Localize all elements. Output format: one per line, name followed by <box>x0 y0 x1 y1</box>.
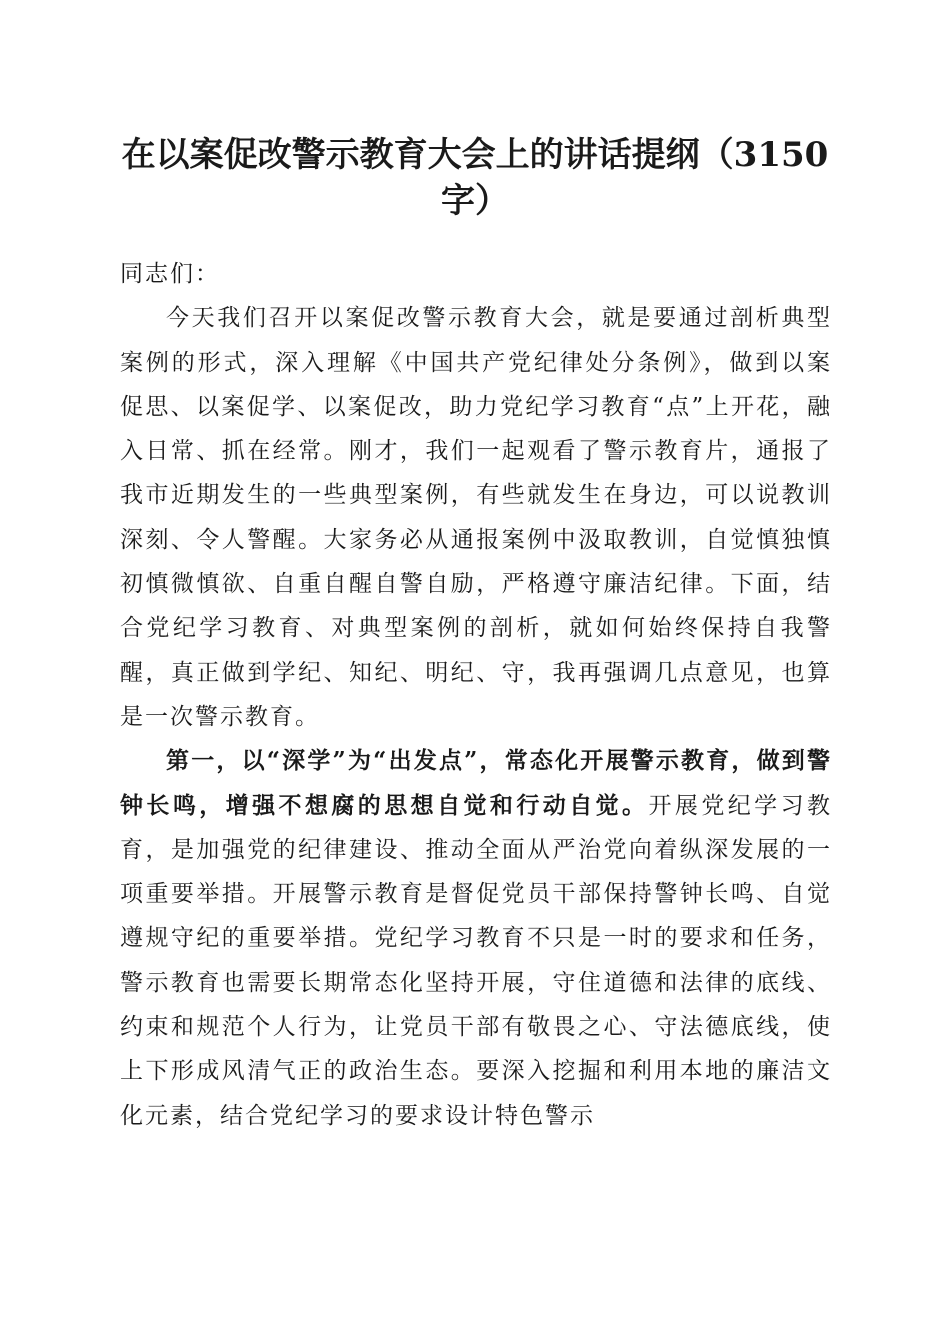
paragraph-text: 开展党纪学习教育，是加强党的纪律建设、推动全面从严治党向着纵深发展的一项重要举措。开展警示教育是督促党员干部保持警钟长鸣、自觉遵规守纪的重要举措。党纪学习教育不只是一时的要求和任务，警示教育也需要长期常态化坚持开展，守住道德和法律的底线、约束和规范个人行为，让党员干部有敬畏之心、守法德底线，使上下形成风清气正的政治生态。要深入挖掘和利用本地的廉洁文化元素，结合党纪学习的要求设计特色警示 <box>120 792 833 1129</box>
document-body <box>120 252 832 1138</box>
salutation: 同志们： <box>120 261 220 287</box>
paragraph-point-one <box>120 739 832 1138</box>
paragraph-text: 今天我们召开以案促改警示教育大会，就是要通过剖析典型案例的形式，深入理解《中国共产党纪律处分条例》，做到以案促思、以案促学、以案促改，助力党纪学习教育“点”上开花，融入日常、抓在经常。刚才，我们一起观看了警示教育片，通报了我市近期发生的一些典型案例，有些就发生在身边，可以说教训深刻、令人警醒。大家务必从通报案例中汲取教训，自觉慎独慎初慎微慎欲、自重自醒自警自励，严格遵守廉洁纪律。下面，结合党纪学习教育、对典型案例的剖析，就如何始终保持自我警醒，真正做到学纪、知纪、明纪、守，我再强调几点意见，也算是一次警示教育。 <box>120 305 832 730</box>
paragraph-lead: 第一，以“深学”为“出发点”，常态化开展警示教育，做到警钟长鸣，增强不想腐的思想自觉和行动自觉。 <box>120 747 832 819</box>
document-title: 在以案促改警示教育大会上的讲话提纲（3150字） <box>121 135 829 221</box>
paragraph-intro <box>120 296 832 739</box>
